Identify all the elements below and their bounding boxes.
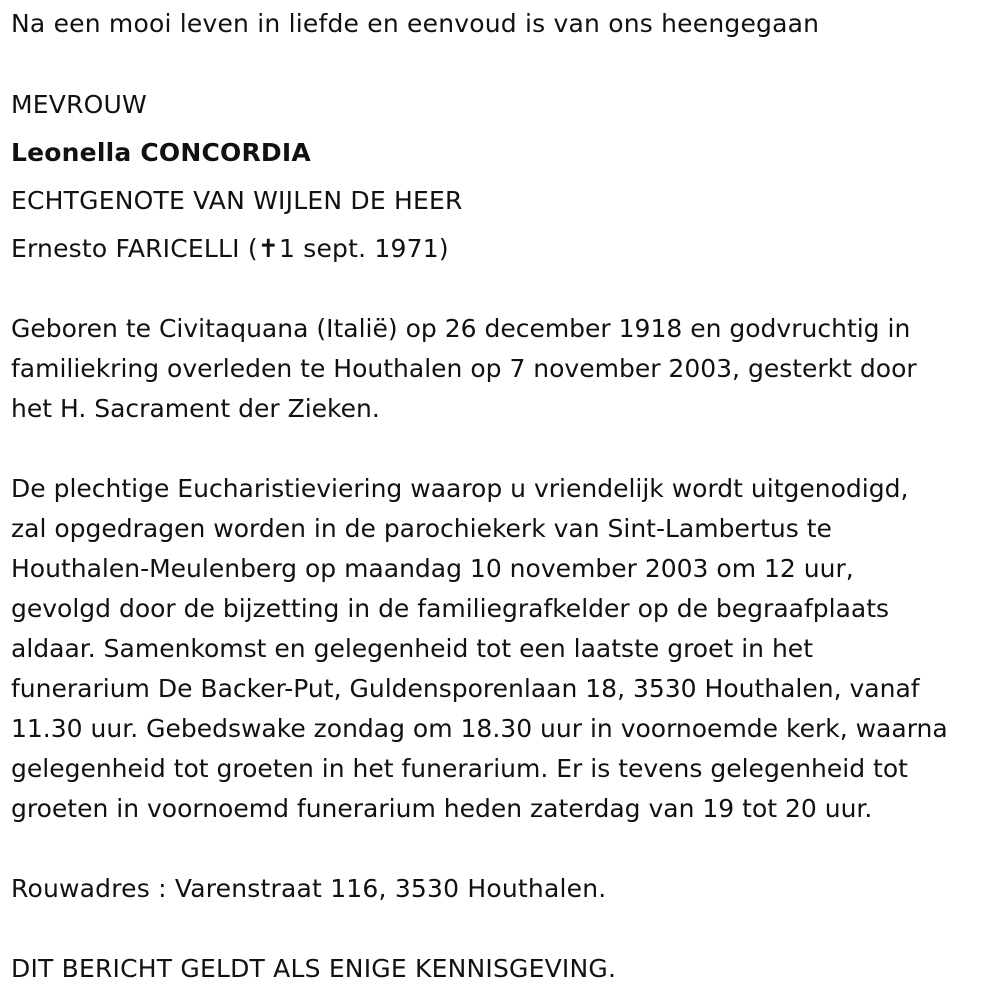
birth-death-paragraph (11, 309, 917, 429)
salutation: MEVROUW (11, 90, 147, 119)
paragraph-line: familiekring overleden te Houthalen op 7 november 2003, gesterkt door (11, 354, 917, 383)
paragraph-line: 11.30 uur. Gebedswake zondag om 18.30 uur in voornoemde kerk, waarna (11, 714, 948, 743)
paragraph-line: Houthalen-Meulenberg op maandag 10 november 2003 om 12 uur, (11, 554, 854, 583)
paragraph-line: het H. Sacrament der Zieken. (11, 394, 380, 423)
closing-line: DIT BERICHT GELDT ALS ENIGE KENNISGEVING. (11, 954, 617, 983)
relation-line: ECHTGENOTE VAN WIJLEN DE HEER (11, 186, 463, 215)
paragraph-line: De plechtige Eucharistieviering waarop u vriendelijk wordt uitgenodigd, (11, 474, 909, 503)
paragraph-line: funerarium De Backer-Put, Guldensporenlaan 18, 3530 Houthalen, vanaf (11, 674, 920, 703)
intro-line: Na een mooi leven in liefde en eenvoud is van ons heengegaan (11, 9, 820, 38)
spouse-line: Ernesto FARICELLI (✝1 sept. 1971) (11, 234, 449, 263)
paragraph-line: aldaar. Samenkomst en gelegenheid tot een laatste groet in het (11, 634, 813, 663)
paragraph-line: Geboren te Civitaquana (Italië) op 26 december 1918 en godvruchtig in (11, 314, 911, 343)
paragraph-line: gevolgd door de bijzetting in de familiegrafkelder op de begraafplaats (11, 594, 890, 623)
deceased-name: Leonella CONCORDIA (11, 138, 311, 167)
address-line: Rouwadres : Varenstraat 116, 3530 Houthalen. (11, 874, 607, 903)
paragraph-line: zal opgedragen worden in de parochiekerk van Sint-Lambertus te (11, 514, 832, 543)
paragraph-line: gelegenheid tot groeten in het funerarium. Er is tevens gelegenheid tot (11, 754, 908, 783)
paragraph-line: groeten in voornoemd funerarium heden zaterdag van 19 tot 20 uur. (11, 794, 873, 823)
ceremony-paragraph (11, 469, 948, 829)
